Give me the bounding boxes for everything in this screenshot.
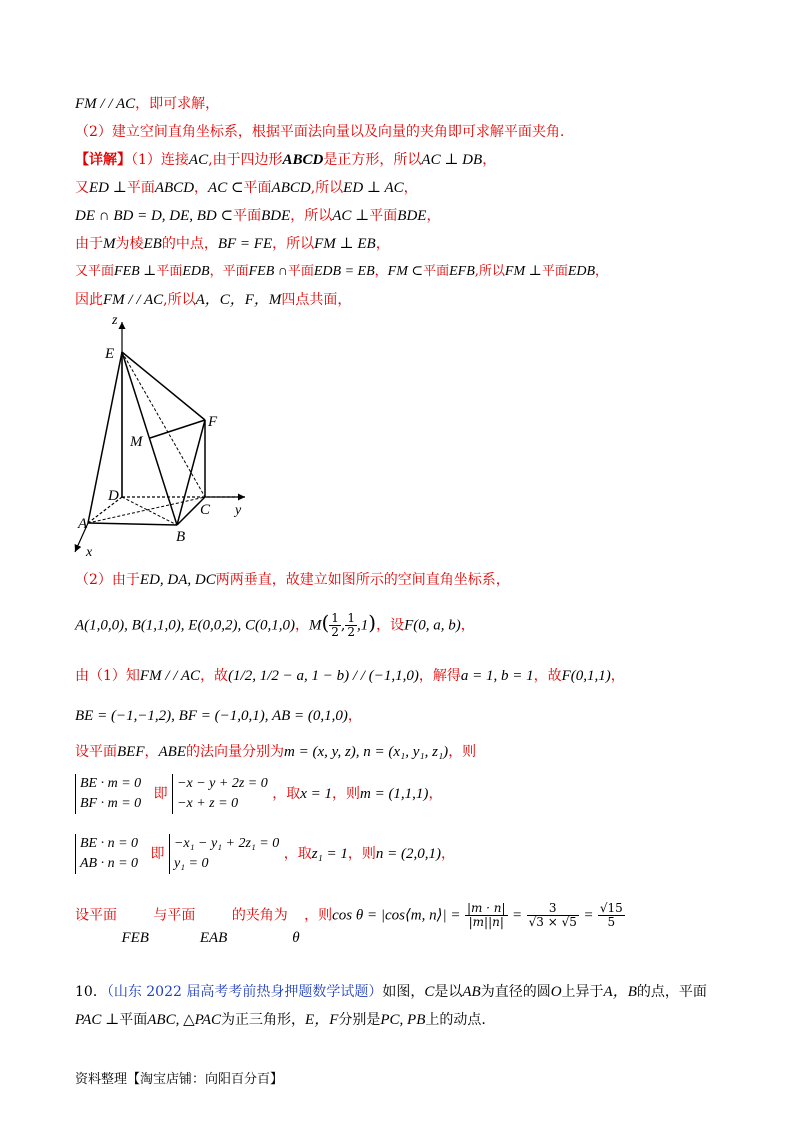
system-1: BE · m = 0 BF · m = 0 即 −x − y + 2z = 0 −x + z = 0 ，取x = 1，则m = (1,1,1)， — [75, 774, 442, 814]
label-y: y — [235, 503, 242, 518]
label-z: z — [112, 313, 118, 328]
system-1-right: −x − y + 2z = 0 −x + z = 0 — [172, 774, 268, 814]
math: FM / / AC — [75, 96, 136, 112]
label-M: M — [130, 434, 143, 450]
line-1: FM / / AC，即可求解， — [75, 96, 220, 112]
line-5: DE ∩ BD = D, DE, BD ⊂平面BDE，所以AC ⊥平面BDE， — [75, 208, 441, 224]
edge-EF — [122, 352, 205, 420]
question-source: （山东 2022 届高考考前热身押题数学试题） — [106, 984, 383, 1000]
system-1-left: BE · m = 0 BF · m = 0 — [75, 774, 141, 814]
footer: 资料整理【淘宝店铺：向阳百分百】 — [75, 1072, 284, 1087]
geometry-figure — [70, 310, 270, 570]
label-E: E — [105, 346, 115, 362]
edge-AB — [88, 523, 177, 525]
line-6: 由于M为棱EB的中点，BF = FE，所以FM ⊥ EB， — [75, 236, 390, 252]
label-A: A — [78, 516, 88, 532]
line-8: 因此FM / / AC,所以A，C，F，M四点共面， — [75, 292, 352, 308]
system-2-right: −x₁ − y₁ + 2z₁ = 0 y₁ = 0 — [169, 834, 279, 874]
label-D: D — [108, 488, 119, 504]
label-B: B — [176, 529, 186, 545]
label-x: x — [86, 545, 93, 560]
line-11: 由（1）知FM / / AC，故(1/2, 1/2 − a, 1 − b) / / (−1,1,0)，解得a = 1, b = 1，故F(0,1,1)， — [75, 668, 625, 684]
line-10: A(1,0,0), B(1,1,0), E(0,0,2), C(0,1,0)，M( $\frac{1}{2}$ , $\frac{1}{2}$ ,1)，设F(0, a, b)， — [75, 610, 475, 639]
line-12: BE = (−1,−1,2), BF = (−1,0,1), AB = (0,1,0)， — [75, 708, 362, 724]
line-13: 设平面BEF，ABE的法向量分别为m = (x, y, z), n = (x₁, y₁, z₁)，则 — [75, 744, 477, 760]
question-10-line-1: 10．（山东 2022 届高考考前热身押题数学试题）如图，C是以AB为直径的圆O上异于A，B的点，平面 — [75, 984, 707, 1000]
system-2-left: BE · n = 0 AB · n = 0 — [75, 834, 138, 874]
edge-FM — [150, 420, 205, 438]
line-16: 设平面 FEB 与平面 EAB 的夹角为 θ ，则cos θ = |cos⟨m, n⟩| = $\frac{|m \cdot n|}{|m||n|}$ = $\frac{3}{√3 \times √5}$ = $\frac{√15}{5}$ — [75, 901, 623, 946]
line-3: 【详解】（1）连接AC,由于四边形ABCD是正方形，所以AC ⊥ DB， — [75, 152, 497, 168]
system-2: BE · n = 0 AB · n = 0 即 −x₁ − y₁ + 2z₁ = 0 y₁ = 0 ，取z₁ = 1，则n = (2,0,1)， — [75, 834, 455, 874]
line-4: 又ED ⊥平面ABCD，AC ⊂平面ABCD,所以ED ⊥ AC， — [75, 180, 418, 196]
line-9: （2）由于ED, DA, DC两两垂直，故建立如图所示的空间直角坐标系， — [75, 572, 510, 588]
question-10-line-2: PAC ⊥平面ABC, △PAC为正三角形，E，F分别是PC, PB上的动点. — [75, 1012, 486, 1028]
label-F: F — [208, 414, 218, 430]
detail-tag: 【详解】 — [75, 152, 131, 168]
line-7: 又平面FEB ⊥平面EDB，平面FEB ∩平面EDB = EB，FM ⊂平面EFB,所以FM ⊥平面EDB， — [75, 264, 609, 279]
line-2: （2）建立空间直角坐标系，根据平面法向量以及向量的夹角即可求解平面夹角. — [75, 124, 565, 140]
label-C: C — [200, 502, 211, 518]
